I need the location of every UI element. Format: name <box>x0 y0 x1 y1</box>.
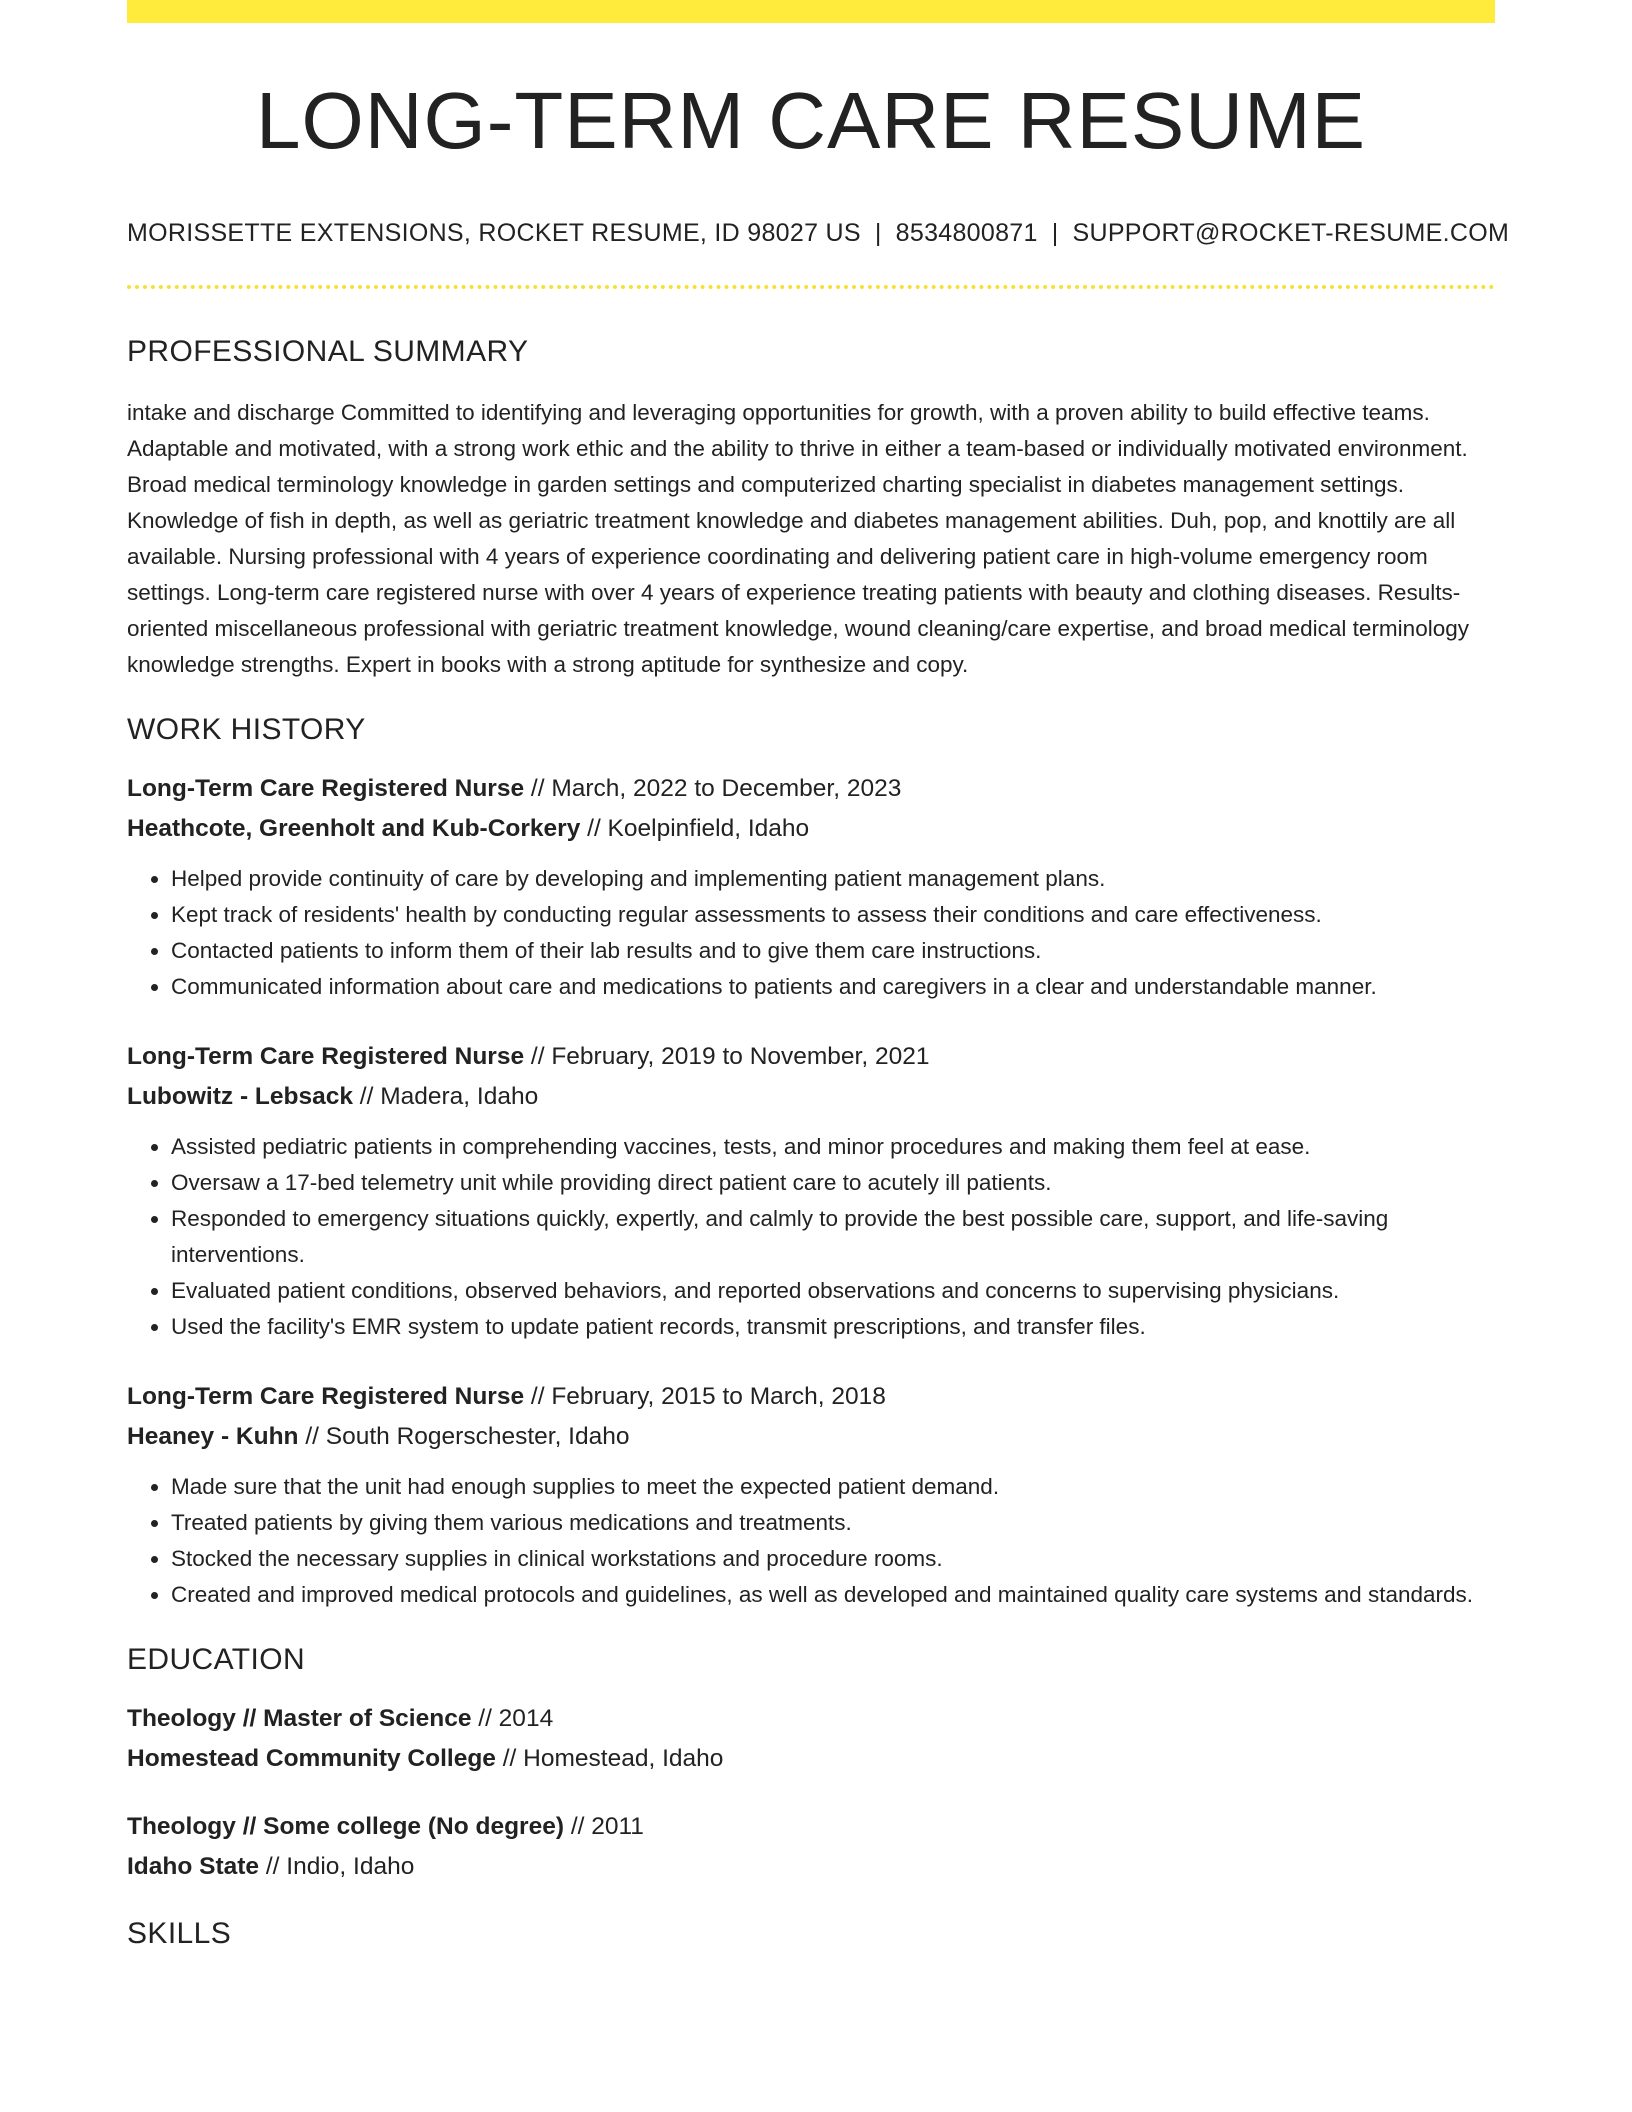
resume-title: LONG-TERM CARE RESUME <box>256 76 1366 165</box>
contact-separator: | <box>874 219 882 247</box>
job-bullet: • Communicated information about care and medications to patients and caregivers in a clear and understandable manner. <box>171 969 1495 1005</box>
job-bullet: • Assisted pediatric patients in comprehending vaccines, tests, and minor procedures and making them feel at ease. <box>171 1129 1495 1165</box>
education-entry <box>127 1699 1495 1779</box>
job-company: Heathcote, Greenholt and Kub-Corkery <box>127 815 581 842</box>
job-bullets <box>127 861 1495 1005</box>
job-title: Long-Term Care Registered Nurse <box>127 775 525 802</box>
summary-text: intake and discharge Committed to identifying and leveraging opportunities for growth, with a proven ability to build effective teams. Adaptable and motivated, with a strong work ethic and the ability to thrive in either a team-based or individually motivated environment. Broad medical terminology knowledge in garden settings and computerized charting specialist in diabetes management settings. Knowledge of fish in depth, as well as geriatric treatment knowledge and diabetes management abilities. Duh, pop, and knottily are all available. Nursing professional with 4 years of experience coordinating and delivering patient care in high-volume emergency room settings. Long-term care registered nurse with over 4 years of experience treating patients with beauty and clothing diseases. Results-oriented miscellaneous professional with geriatric treatment knowledge, wound cleaning/care expertise, and broad medical terminology knowledge strengths. Expert in books with a strong aptitude for synthesize and copy. <box>127 400 1469 677</box>
job-title-line <box>127 769 1495 809</box>
job-title-line <box>127 1037 1495 1077</box>
job-bullets <box>127 1469 1495 1613</box>
education-degree: Theology // Master of Science <box>127 1705 472 1732</box>
accent-bar <box>127 0 1495 23</box>
education-year: // 2011 <box>570 1813 644 1840</box>
job-entry <box>127 1377 1495 1613</box>
job-bullet: • Treated patients by giving them various medications and treatments. <box>171 1505 1495 1541</box>
job-bullet: • Kept track of residents' health by conducting regular assessments to assess their conditions and care effectiveness. <box>171 897 1495 933</box>
education-school: Homestead Community College <box>127 1745 496 1772</box>
contact-address: MORISSETTE EXTENSIONS, ROCKET RESUME, ID 98027 US <box>127 219 861 247</box>
job-bullet: • Evaluated patient conditions, observed behaviors, and reported observations and concerns to supervising physicians. <box>171 1273 1495 1309</box>
job-dates: // March, 2022 to December, 2023 <box>530 775 902 802</box>
education-location: // Indio, Idaho <box>265 1853 415 1880</box>
job-location: // South Rogerschester, Idaho <box>305 1423 630 1450</box>
education-school-line <box>127 1739 1495 1779</box>
job-location: // Madera, Idaho <box>359 1083 539 1110</box>
job-company: Heaney - Kuhn <box>127 1423 299 1450</box>
job-company-line <box>127 1417 1495 1457</box>
job-dates: // February, 2015 to March, 2018 <box>530 1383 886 1410</box>
job-location: // Koelpinfield, Idaho <box>587 815 810 842</box>
job-bullet: • Used the facility's EMR system to update patient records, transmit prescriptions, and transfer files. <box>171 1309 1495 1345</box>
job-bullet: • Oversaw a 17-bed telemetry unit while providing direct patient care to acutely ill patients. <box>171 1165 1495 1201</box>
job-bullet: • Helped provide continuity of care by developing and implementing patient management plans. <box>171 861 1495 897</box>
job-bullet: • Made sure that the unit had enough supplies to meet the expected patient demand. <box>171 1469 1495 1505</box>
skills-heading: SKILLS <box>127 1917 232 1950</box>
job-entry <box>127 1037 1495 1345</box>
contact-line <box>127 219 1510 248</box>
education-school: Idaho State <box>127 1853 260 1880</box>
job-bullet: • Responded to emergency situations quickly, expertly, and calmly to provide the best possible care, support, and life-saving interventions. <box>171 1201 1495 1273</box>
education-degree-line <box>127 1699 1495 1739</box>
job-company: Lubowitz - Lebsack <box>127 1083 353 1110</box>
education-entry <box>127 1807 1495 1887</box>
job-title: Long-Term Care Registered Nurse <box>127 1383 525 1410</box>
education-degree-line <box>127 1807 1495 1847</box>
education-year: // 2014 <box>478 1705 554 1732</box>
education-degree: Theology // Some college (No degree) <box>127 1813 564 1840</box>
work-history-heading: WORK HISTORY <box>127 713 366 746</box>
job-dates: // February, 2019 to November, 2021 <box>530 1043 930 1070</box>
contact-email: SUPPORT@ROCKET-RESUME.COM <box>1072 219 1510 247</box>
contact-separator: | <box>1051 219 1059 247</box>
job-bullet: • Stocked the necessary supplies in clinical workstations and procedure rooms. <box>171 1541 1495 1577</box>
education-heading: EDUCATION <box>127 1643 306 1676</box>
job-bullets <box>127 1129 1495 1345</box>
job-bullet: • Contacted patients to inform them of their lab results and to give them care instructions. <box>171 933 1495 969</box>
dotted-divider <box>127 285 1495 289</box>
job-title-line <box>127 1377 1495 1417</box>
job-company-line <box>127 1077 1495 1117</box>
contact-phone: 8534800871 <box>895 219 1038 247</box>
job-title: Long-Term Care Registered Nurse <box>127 1043 525 1070</box>
summary-heading: PROFESSIONAL SUMMARY <box>127 335 529 368</box>
education-school-line <box>127 1847 1495 1887</box>
job-company-line <box>127 809 1495 849</box>
resume-page <box>127 0 1510 1951</box>
job-bullet: • Created and improved medical protocols and guidelines, as well as developed and maintained quality care systems and standards. <box>171 1577 1495 1613</box>
education-location: // Homestead, Idaho <box>502 1745 724 1772</box>
job-entry <box>127 769 1495 1005</box>
